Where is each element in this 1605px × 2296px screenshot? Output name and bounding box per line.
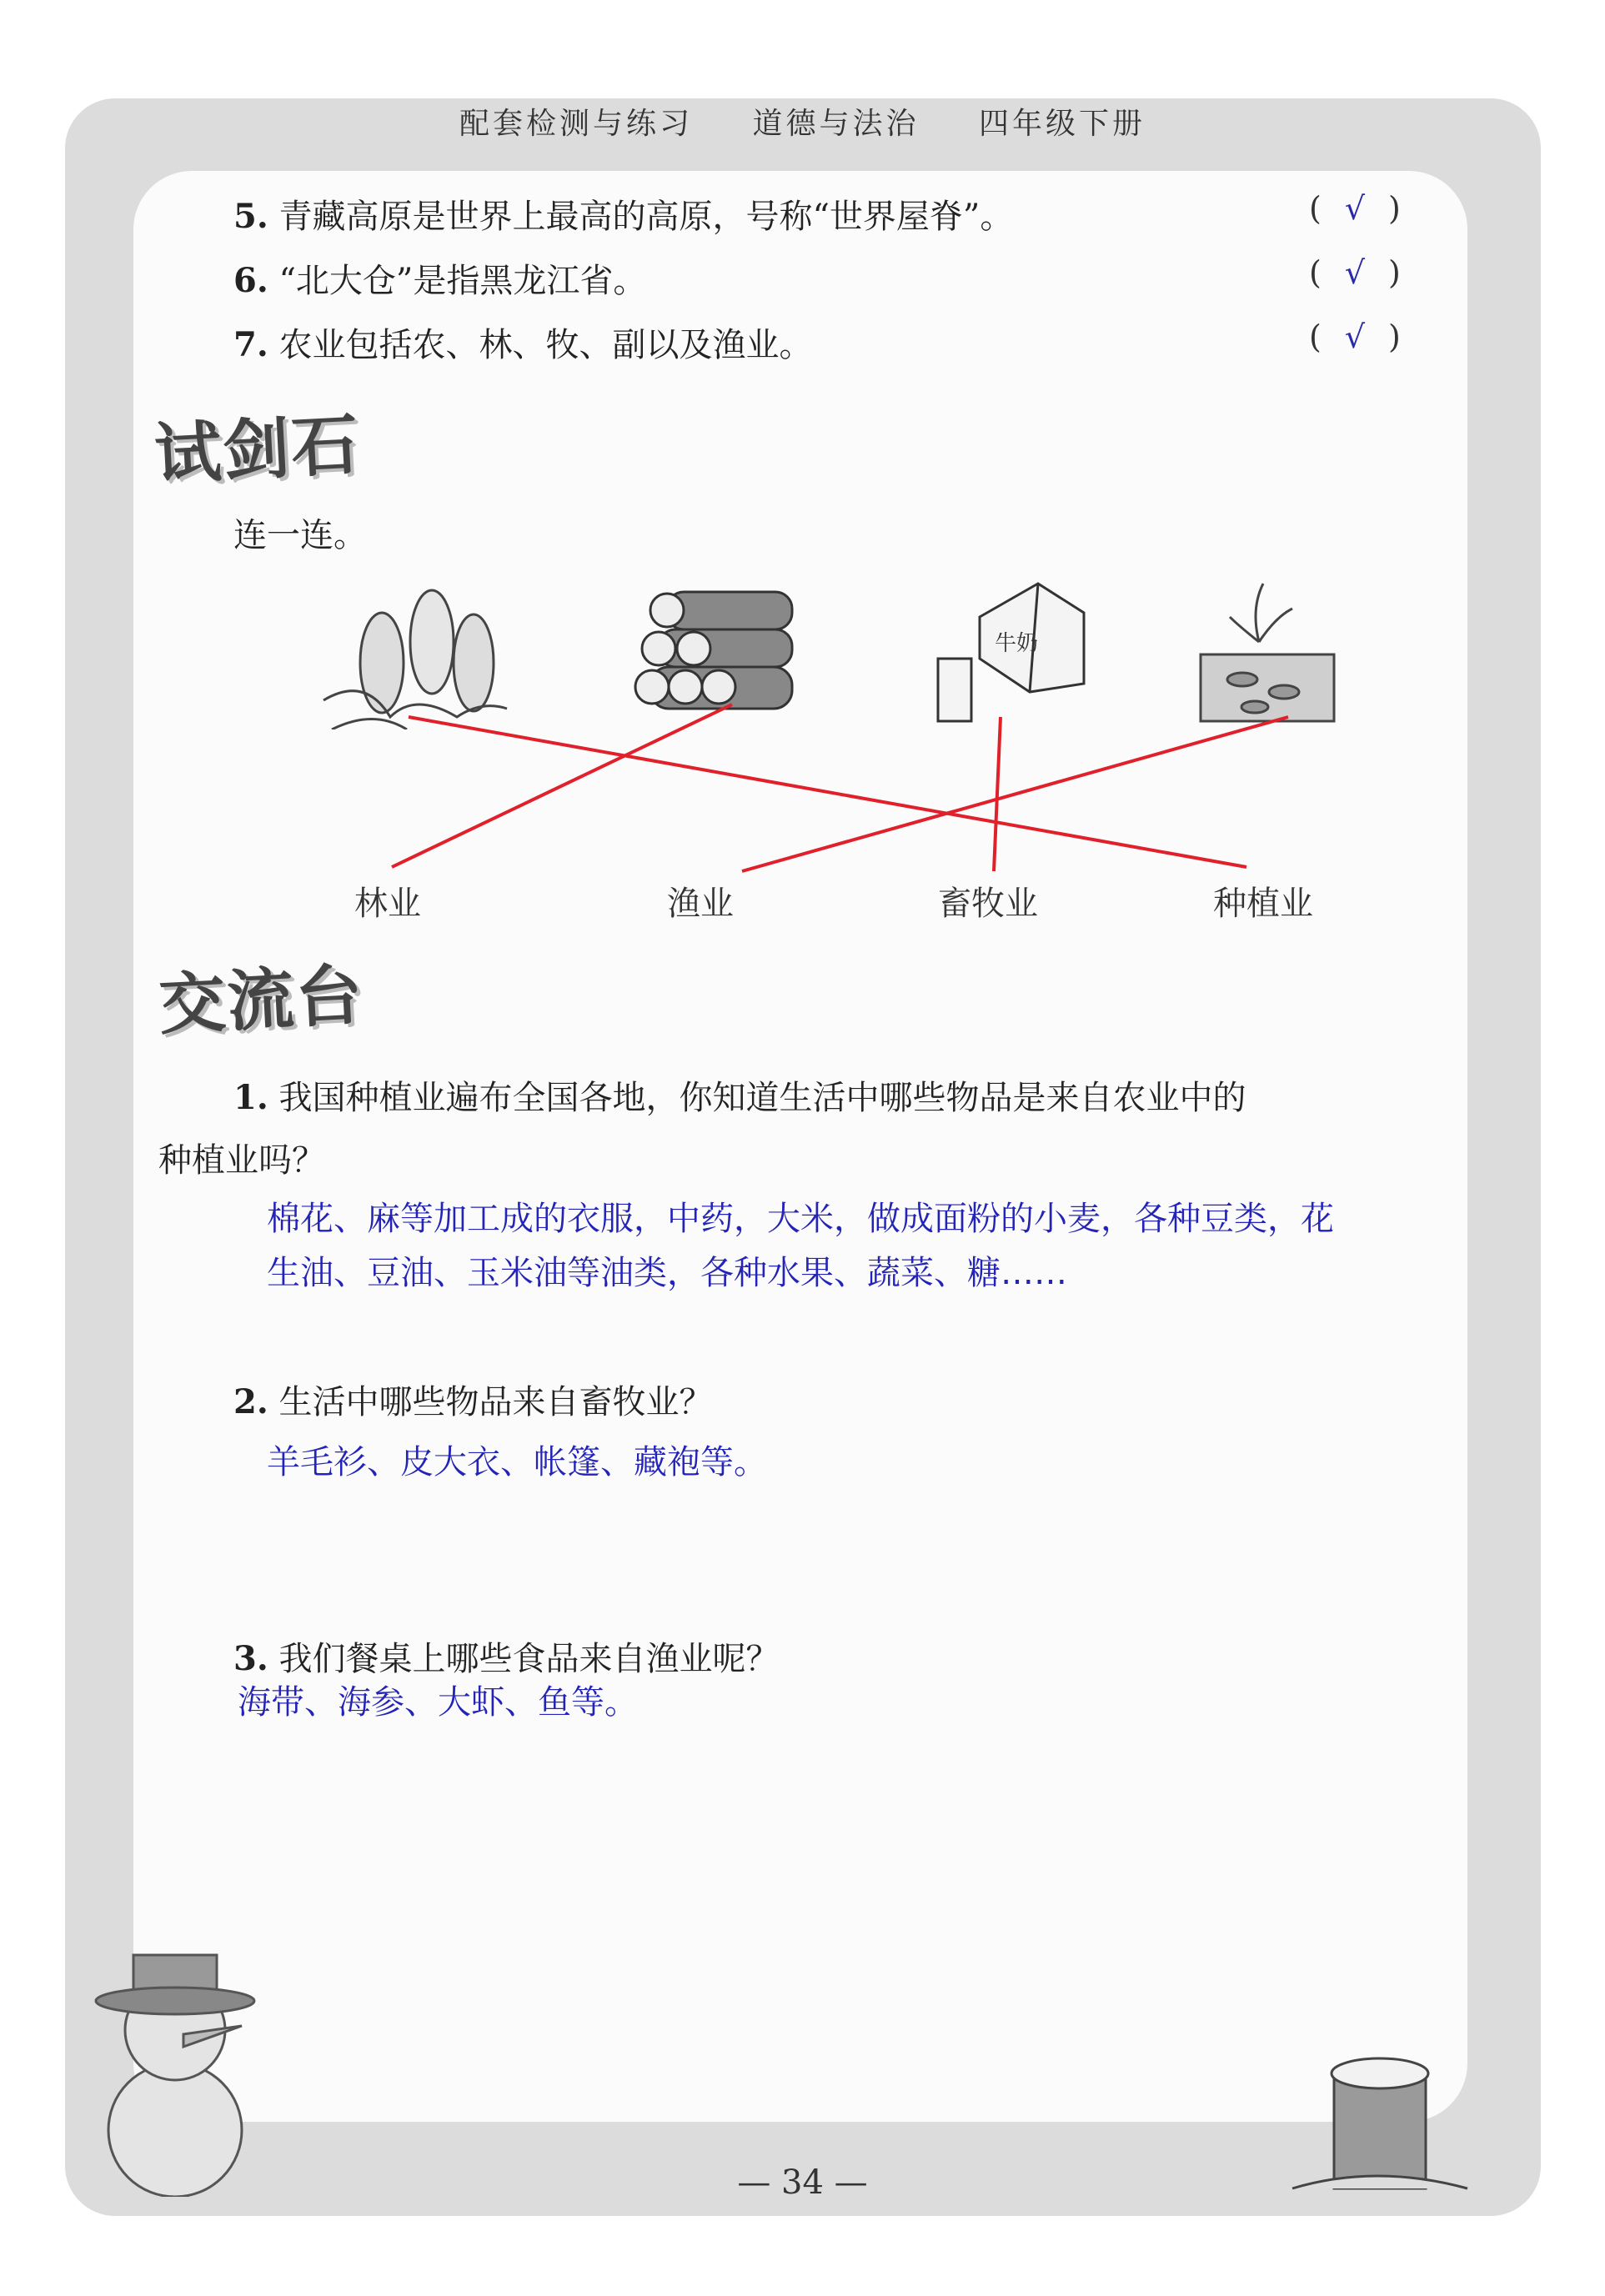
answer-paren-7: ( √ ) xyxy=(1309,318,1401,355)
line-corn-to-planting xyxy=(409,717,1246,867)
answer-paren-5: ( √ ) xyxy=(1309,190,1401,227)
item-number: 7. xyxy=(233,325,268,364)
subject-title: 道德与法治 xyxy=(752,107,920,141)
section-title-discussion: 交流台 xyxy=(157,955,366,1045)
question-number: 1. xyxy=(233,1078,268,1117)
caption-planting: 种植业 xyxy=(1213,885,1313,923)
book-title: 配套检测与练习 xyxy=(459,107,694,141)
caption-fishery: 渔业 xyxy=(667,885,734,923)
answer-1-line2: 生油、豆油、玉米油等油类，各种水果、蔬菜、糖…… xyxy=(267,1254,1067,1292)
check-mark: √ xyxy=(1344,190,1366,227)
caption-husbandry: 畜牧业 xyxy=(938,885,1038,923)
section-title-practice: 试剑石 xyxy=(153,405,362,494)
check-mark: √ xyxy=(1344,318,1366,355)
question-1-line2: 种植业吗？ xyxy=(158,1141,325,1180)
line-milk-to-husbandry xyxy=(994,717,1001,871)
snowman-icon xyxy=(75,1922,275,2197)
question-1 xyxy=(233,1071,1246,1119)
question-text: 我国种植业遍布全国各地，你知道生活中哪些物品是来自农业中的 xyxy=(278,1079,1246,1117)
question-text: 我们餐桌上哪些食品来自渔业呢？ xyxy=(278,1640,780,1678)
line-logs-to-forestry xyxy=(392,704,732,867)
caption-forestry: 林业 xyxy=(354,885,421,923)
check-mark: √ xyxy=(1344,254,1366,291)
answer-2: 羊毛衫、皮大衣、帐篷、藏袍等。 xyxy=(267,1443,767,1481)
item-number: 5. xyxy=(233,197,268,236)
question-number: 3. xyxy=(233,1639,268,1678)
instruction: 连一连。 xyxy=(233,516,367,554)
question-text: 生活中哪些物品来自畜牧业？ xyxy=(278,1383,713,1421)
answer-1-line1: 棉花、麻等加工成的衣服，中药，大米，做成面粉的小麦，各种豆类，花 xyxy=(267,1200,1334,1238)
answer-3: 海带、海参、大虾、鱼等。 xyxy=(238,1683,638,1722)
question-2 xyxy=(233,1376,712,1423)
item-text: “北大仓”是指黑龙江省。 xyxy=(278,262,647,300)
item-text: 农业包括农、林、牧、副以及渔业。 xyxy=(278,326,813,364)
item-text: 青藏高原是世界上最高的高原，号称“世界屋脊”。 xyxy=(278,198,1014,236)
answer-paren-6: ( √ ) xyxy=(1309,254,1401,291)
question-3 xyxy=(233,1632,779,1680)
question-number: 2. xyxy=(233,1382,268,1421)
item-number: 6. xyxy=(233,261,268,300)
line-fish-to-fishery xyxy=(742,717,1288,871)
grade-title: 四年级下册 xyxy=(978,107,1146,141)
page-number: — 34 — xyxy=(737,2163,868,2202)
svg-text:牛奶: 牛奶 xyxy=(995,631,1039,656)
